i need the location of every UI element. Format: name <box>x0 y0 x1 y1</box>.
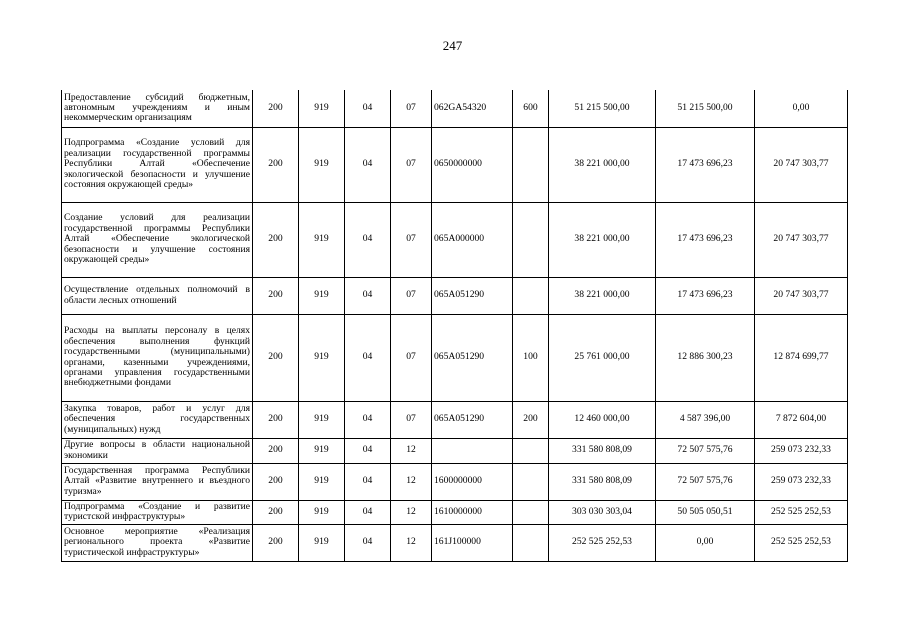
row-name: Создание условий для реализации государственной программы Республики Алтай «Обеспечение экологической безопасности и улучшение состояния окружающей среды» <box>64 212 250 266</box>
amount-planned: 331 580 808,09 <box>572 475 632 487</box>
amount-executed-cell <box>656 314 755 401</box>
row-name: Закупка товаров, работ и услуг для обеспечения государственных (муниципальных) нужд <box>64 402 250 435</box>
section-code: 04 <box>362 536 373 548</box>
ministry-code-cell <box>299 463 345 500</box>
section-code-cell <box>345 500 391 524</box>
subsection-code-cell <box>391 90 432 127</box>
ministry-code-cell <box>299 314 345 401</box>
subsection-code-cell <box>391 401 432 438</box>
section-code-cell <box>345 438 391 463</box>
expense-type-cell <box>513 314 549 401</box>
target-article-cell <box>432 202 513 277</box>
ministry-code: 919 <box>314 233 329 245</box>
target-article: 065A051290 <box>434 413 485 425</box>
target-article-cell <box>432 463 513 500</box>
section-code-cell <box>345 524 391 561</box>
section-code-cell <box>345 314 391 401</box>
target-article: 065A051290 <box>434 289 485 301</box>
section-code-cell <box>345 127 391 202</box>
amount-planned: 331 580 808,09 <box>572 444 632 456</box>
amount-planned: 12 460 000,00 <box>574 413 630 425</box>
admin-code-cell <box>253 314 299 401</box>
target-article: 1600000000 <box>434 475 482 487</box>
target-article-cell <box>432 277 513 314</box>
amount-planned: 25 761 000,00 <box>574 351 630 363</box>
section-code: 04 <box>362 102 373 114</box>
row-name: Основное мероприятие «Реализация регионального проекта «Развитие туристической инфраструктуры» <box>64 525 250 558</box>
ministry-code: 919 <box>314 158 329 170</box>
row-name-cell <box>62 438 253 463</box>
expense-type-cell <box>513 202 549 277</box>
amount-remaining: 12 874 699,77 <box>773 351 829 363</box>
section-code: 04 <box>362 505 373 517</box>
amount-remaining-cell <box>755 314 848 401</box>
amount-remaining-cell <box>755 277 848 314</box>
ministry-code-cell <box>299 127 345 202</box>
target-article: 065A000000 <box>434 233 485 245</box>
row-name-cell <box>62 314 253 401</box>
amount-remaining-cell <box>755 463 848 500</box>
target-article: 161J100000 <box>434 536 481 548</box>
target-article-cell <box>432 127 513 202</box>
subsection-code-cell <box>391 438 432 463</box>
subsection-code-cell <box>391 277 432 314</box>
section-code: 04 <box>362 413 373 425</box>
expense-type-cell <box>513 500 549 524</box>
amount-executed: 17 473 696,23 <box>677 289 733 301</box>
admin-code-cell <box>253 277 299 314</box>
expense-type-cell <box>513 463 549 500</box>
subsection-code: 12 <box>406 536 416 548</box>
subsection-code-cell <box>391 127 432 202</box>
ministry-code-cell <box>299 90 345 127</box>
row-name-cell <box>62 500 253 524</box>
amount-planned: 51 215 500,00 <box>574 102 630 114</box>
amount-executed-cell <box>656 401 755 438</box>
amount-remaining-cell <box>755 90 848 127</box>
table-body <box>62 90 848 561</box>
expense-type: 600 <box>523 102 538 114</box>
amount-planned-cell <box>549 401 656 438</box>
table-row <box>62 401 848 438</box>
subsection-code: 07 <box>406 233 416 245</box>
amount-planned: 303 030 303,04 <box>572 505 632 517</box>
amount-remaining: 20 747 303,77 <box>773 158 829 170</box>
subsection-code-cell <box>391 463 432 500</box>
row-name-cell <box>62 202 253 277</box>
section-code-cell <box>345 277 391 314</box>
admin-code: 200 <box>268 536 283 548</box>
section-code: 04 <box>362 233 373 245</box>
admin-code: 200 <box>268 102 283 114</box>
target-article-cell <box>432 90 513 127</box>
row-name-cell <box>62 401 253 438</box>
amount-executed-cell <box>656 90 755 127</box>
expense-type: 200 <box>523 413 538 425</box>
table-row <box>62 90 848 127</box>
row-name-cell <box>62 463 253 500</box>
ministry-code-cell <box>299 277 345 314</box>
amount-remaining-cell <box>755 438 848 463</box>
amount-planned-cell <box>549 127 656 202</box>
ministry-code: 919 <box>314 505 329 517</box>
expense-type-cell <box>513 127 549 202</box>
amount-remaining-cell <box>755 127 848 202</box>
amount-planned-cell <box>549 463 656 500</box>
subsection-code: 07 <box>406 289 416 301</box>
admin-code-cell <box>253 127 299 202</box>
target-article-cell <box>432 314 513 401</box>
subsection-code: 07 <box>406 102 416 114</box>
table-row <box>62 438 848 463</box>
target-article: 062GA54320 <box>434 102 487 114</box>
amount-planned: 38 221 000,00 <box>574 158 630 170</box>
amount-planned: 38 221 000,00 <box>574 289 630 301</box>
section-code: 04 <box>362 475 373 487</box>
row-name-cell <box>62 90 253 127</box>
expense-type: 100 <box>523 351 538 363</box>
admin-code: 200 <box>268 444 283 456</box>
amount-remaining: 20 747 303,77 <box>773 233 829 245</box>
amount-executed: 17 473 696,23 <box>677 158 733 170</box>
ministry-code: 919 <box>314 102 329 114</box>
table-row <box>62 500 848 524</box>
admin-code: 200 <box>268 505 283 517</box>
amount-executed: 51 215 500,00 <box>677 102 733 114</box>
budget-table <box>61 90 848 562</box>
subsection-code: 07 <box>406 351 416 363</box>
row-name: Другие вопросы в области национальной экономики <box>64 439 250 461</box>
ministry-code: 919 <box>314 475 329 487</box>
admin-code: 200 <box>268 289 283 301</box>
amount-executed: 50 505 050,51 <box>677 505 733 517</box>
row-name: Предоставление субсидий бюджетным, автономным учреждениям и иным некоммерческим организациям <box>64 91 250 124</box>
amount-remaining-cell <box>755 401 848 438</box>
table-row <box>62 127 848 202</box>
table-row <box>62 202 848 277</box>
amount-remaining: 20 747 303,77 <box>773 289 829 301</box>
subsection-code: 07 <box>406 158 416 170</box>
admin-code-cell <box>253 500 299 524</box>
section-code: 04 <box>362 158 373 170</box>
section-code: 04 <box>362 444 373 456</box>
admin-code: 200 <box>268 475 283 487</box>
section-code-cell <box>345 202 391 277</box>
section-code-cell <box>345 463 391 500</box>
admin-code-cell <box>253 438 299 463</box>
target-article-cell <box>432 524 513 561</box>
amount-remaining-cell <box>755 524 848 561</box>
target-article: 1610000000 <box>434 505 482 517</box>
amount-executed: 4 587 396,00 <box>679 413 731 425</box>
page-number: 247 <box>442 38 463 53</box>
subsection-code-cell <box>391 202 432 277</box>
amount-executed: 72 507 575,76 <box>677 444 733 456</box>
amount-planned: 252 525 252,53 <box>572 536 632 548</box>
admin-code: 200 <box>268 233 283 245</box>
table-row <box>62 314 848 401</box>
amount-executed-cell <box>656 438 755 463</box>
expense-type-cell <box>513 277 549 314</box>
subsection-code-cell <box>391 500 432 524</box>
ministry-code: 919 <box>314 289 329 301</box>
row-name: Осуществление отдельных полномочий в области лесных отношений <box>64 284 250 306</box>
amount-executed-cell <box>656 524 755 561</box>
row-name: Подпрограмма «Создание условий для реализации государственной программы Республики Алтай «Обеспечение экологической безопасности и улучшение состояния окружающей среды» <box>64 137 250 191</box>
expense-type-cell <box>513 90 549 127</box>
admin-code-cell <box>253 90 299 127</box>
ministry-code-cell <box>299 500 345 524</box>
amount-executed: 0,00 <box>696 536 714 548</box>
row-name: Подпрограмма «Создание и развитие туристской инфраструктуры» <box>64 500 250 522</box>
ministry-code: 919 <box>314 351 329 363</box>
amount-planned-cell <box>549 277 656 314</box>
ministry-code: 919 <box>314 536 329 548</box>
target-article-cell <box>432 401 513 438</box>
amount-remaining: 259 073 232,33 <box>771 444 831 456</box>
admin-code-cell <box>253 401 299 438</box>
amount-executed: 17 473 696,23 <box>677 233 733 245</box>
amount-planned-cell <box>549 314 656 401</box>
expense-type-cell <box>513 524 549 561</box>
ministry-code-cell <box>299 202 345 277</box>
row-name-cell <box>62 127 253 202</box>
subsection-code-cell <box>391 524 432 561</box>
target-article: 065A051290 <box>434 351 485 363</box>
admin-code: 200 <box>268 351 283 363</box>
subsection-code-cell <box>391 314 432 401</box>
amount-executed-cell <box>656 127 755 202</box>
ministry-code-cell <box>299 524 345 561</box>
amount-planned-cell <box>549 202 656 277</box>
amount-executed: 12 886 300,23 <box>677 351 733 363</box>
target-article: 0650000000 <box>434 158 482 170</box>
subsection-code: 12 <box>406 505 416 517</box>
row-name-cell <box>62 524 253 561</box>
table-row <box>62 463 848 500</box>
ministry-code-cell <box>299 438 345 463</box>
ministry-code-cell <box>299 401 345 438</box>
row-name-cell <box>62 277 253 314</box>
admin-code-cell <box>253 463 299 500</box>
amount-executed-cell <box>656 500 755 524</box>
ministry-code: 919 <box>314 413 329 425</box>
admin-code-cell <box>253 202 299 277</box>
row-name: Государственная программа Республики Алтай «Развитие внутреннего и въездного туризма» <box>64 464 250 497</box>
admin-code: 200 <box>268 413 283 425</box>
row-name: Расходы на выплаты персоналу в целях обеспечения выполнения функций государственными (муниципальными) органами, казенными учреждениями, органами управления государственными внебюджетными фондами <box>64 325 250 389</box>
amount-remaining-cell <box>755 500 848 524</box>
amount-planned-cell <box>549 500 656 524</box>
section-code-cell <box>345 90 391 127</box>
amount-remaining: 259 073 232,33 <box>771 475 831 487</box>
target-article-cell <box>432 500 513 524</box>
ministry-code: 919 <box>314 444 329 456</box>
subsection-code: 12 <box>406 475 416 487</box>
amount-planned-cell <box>549 524 656 561</box>
amount-executed-cell <box>656 463 755 500</box>
amount-planned: 38 221 000,00 <box>574 233 630 245</box>
amount-remaining: 0,00 <box>792 102 810 114</box>
section-code: 04 <box>362 289 373 301</box>
amount-remaining: 7 872 604,00 <box>775 413 827 425</box>
section-code-cell <box>345 401 391 438</box>
amount-planned-cell <box>549 438 656 463</box>
amount-planned-cell <box>549 90 656 127</box>
amount-remaining-cell <box>755 202 848 277</box>
amount-executed-cell <box>656 277 755 314</box>
amount-executed: 72 507 575,76 <box>677 475 733 487</box>
table-row <box>62 277 848 314</box>
expense-type-cell <box>513 401 549 438</box>
subsection-code: 07 <box>406 413 416 425</box>
expense-type-cell <box>513 438 549 463</box>
amount-executed-cell <box>656 202 755 277</box>
amount-remaining: 252 525 252,53 <box>771 536 831 548</box>
admin-code: 200 <box>268 158 283 170</box>
admin-code-cell <box>253 524 299 561</box>
amount-remaining: 252 525 252,53 <box>771 505 831 517</box>
table-row <box>62 524 848 561</box>
target-article-cell <box>432 438 513 463</box>
subsection-code: 12 <box>406 444 416 456</box>
section-code: 04 <box>362 351 373 363</box>
